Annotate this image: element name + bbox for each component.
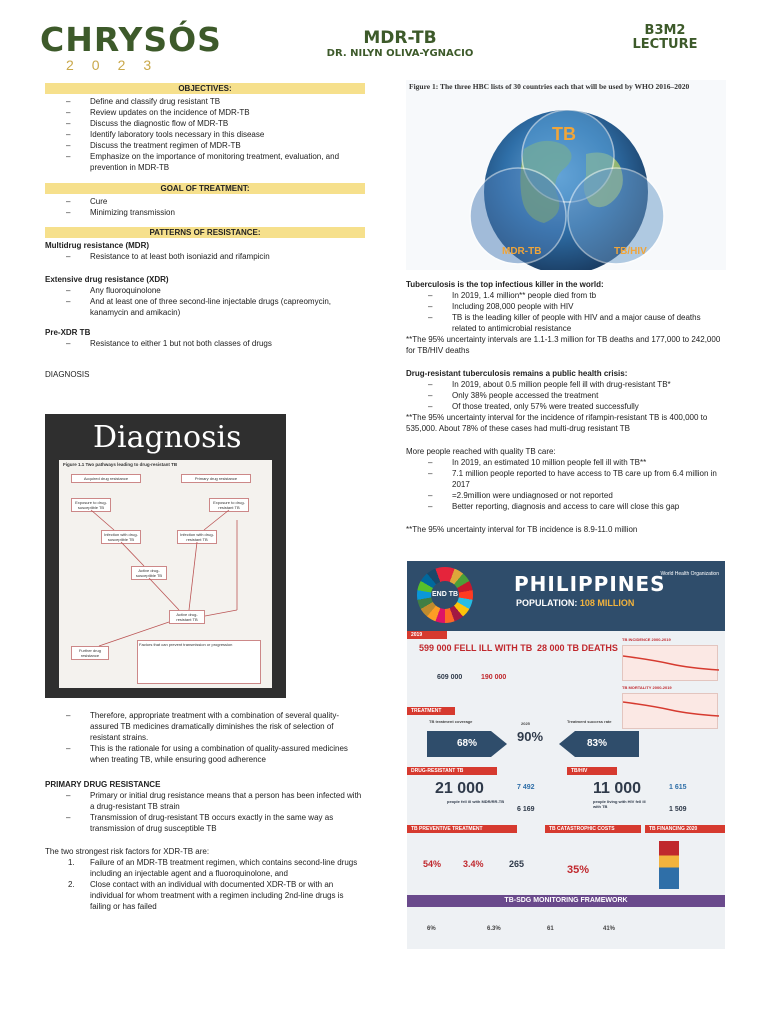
logo-word: CHRYSÓS	[40, 20, 222, 59]
box-infection-susceptible: Infection with drug-susceptible TB	[101, 530, 141, 544]
list-item: – Primary or initial drug resistance means that a person has been infected with a drug-resistant TB strain	[45, 790, 365, 812]
flowchart-arrows	[59, 460, 272, 688]
chrysos-logo	[40, 22, 222, 72]
list-item: – Therefore, appropriate treatment with a combination of several quality-assured TB medicines dramatically diminishes the risk of selection of resistant strains.	[45, 710, 365, 743]
list-item: – 7.1 million people reported to have access to TB care up from 6.4 million in 2017	[406, 468, 726, 490]
xdr-risk-intro: The two strongest risk factors for XDR-TB are:	[45, 847, 210, 856]
country-title: PHILIPPINES	[514, 572, 666, 596]
list-item: – Define and classify drug resistant TB	[45, 96, 365, 107]
label-tb: TB	[552, 124, 576, 144]
prev-b: 3.4%	[463, 859, 484, 869]
who-logo: World Health Organization	[660, 571, 719, 577]
box-exposure-resistant: Exposure to drug-resistant TB	[209, 498, 249, 512]
list-item: – Emphasize on the importance of monitoring treatment, evaluation, and prevention in MDR-TB	[45, 151, 365, 173]
box-further: Further drug resistance	[71, 646, 109, 660]
left-column-lower	[45, 710, 365, 912]
drtb-value: 21 000	[435, 780, 484, 797]
success-label: Treatment success rate	[567, 719, 612, 724]
xdr-title: Extensive drug resistance (XDR)	[45, 275, 169, 284]
diagnosis-label: DIAGNOSIS	[45, 370, 90, 379]
drtb-label: DRUG-RESISTANT TB	[407, 767, 497, 775]
list-item: – Review updates on the incidence of MDR-TB	[45, 107, 365, 118]
crisis-title: Drug-resistant tuberculosis remains a public health crisis:	[406, 369, 628, 378]
mortality-label: TB MORTALITY 2000-2019	[622, 685, 672, 690]
hbc-venn-figure	[406, 80, 726, 270]
year-label: 2019	[407, 631, 447, 639]
list-item: – In 2019, about 0.5 million people fell ill with drug-resistant TB*	[406, 379, 726, 390]
left-column	[45, 83, 365, 380]
cat-label: TB CATASTROPHIC COSTS	[545, 825, 641, 833]
list-item: – Discuss the diagnostic flow of MDR-TB	[45, 118, 365, 129]
reach-title: More people reached with quality TB care:	[406, 447, 556, 456]
prexdr-list	[45, 338, 365, 349]
philippines-infographic	[407, 561, 725, 949]
list-item: – Resistance to at least both isoniazid and rifampicin	[45, 251, 365, 262]
box-infection-resistant: Infection with drug-resistant TB	[177, 530, 217, 544]
figure-caption: Figure 1.1 Two pathways leading to drug-resistant TB	[63, 462, 178, 467]
crisis-list	[406, 379, 726, 412]
mortality-chart	[622, 693, 718, 729]
page-header	[300, 28, 500, 60]
treatment-label: TREATMENT	[407, 707, 455, 715]
list-item: – Of those treated, only 57% were treated successfully	[406, 401, 726, 412]
notified-sub: 190 000	[481, 674, 507, 681]
diagnosis-slide	[45, 414, 286, 698]
therefore-list	[45, 710, 365, 765]
prev-a: 54%	[423, 859, 442, 869]
box-active-resistant: Active drug-resistant TB	[169, 610, 205, 624]
fin-label: TB FINANCING 2020	[645, 825, 725, 833]
box-factors: Factors that can prevent transmission or progression	[137, 640, 261, 684]
box-primary: Primary drug resistance	[181, 474, 251, 483]
incidence-label: TB INCIDENCE 2000-2019	[622, 637, 671, 642]
crisis-note: **The 95% uncertainty interval for the incidence of rifampin-resistant TB is 400,000 to 535,000. About 78% of these cases had multi-drug resistant TB	[406, 413, 708, 433]
tbhiv-a: 1 615	[669, 784, 687, 791]
drtb-sub: people fell ill with MDR/RR-TB	[447, 799, 505, 804]
doc-type: LECTURE	[632, 37, 698, 52]
mdr-title: Multidrug resistance (MDR)	[45, 241, 150, 250]
diagnosis-flowchart	[59, 460, 272, 688]
objectives-heading: OBJECTIVES:	[45, 83, 365, 94]
label-tbhiv: TB/HIV	[614, 246, 647, 257]
sdg-b: 6.3%	[487, 926, 501, 932]
tbhiv-sub: people living with HIV fell ill with TB	[593, 799, 646, 809]
goal-list	[45, 196, 365, 218]
list-item: – Only 38% people accessed the treatment	[406, 390, 726, 401]
cat-value: 35%	[567, 864, 590, 876]
list-item: – And at least one of three second-line injectable drugs (capreomycin, kanamycin and amikacin)	[45, 296, 365, 318]
killer-title: Tuberculosis is the top infectious killer in the world:	[406, 280, 604, 289]
box-active-susceptible: Active drug-susceptible TB	[131, 566, 167, 580]
venn-diagram	[406, 94, 726, 270]
list-item: – Discuss the treatment regimen of MDR-TB	[45, 140, 365, 151]
tbhiv-label: TB/HIV	[567, 767, 617, 775]
list-item: – TB is the leading killer of people with HIV and a major cause of deaths related to antimicrobial resistance	[406, 312, 726, 334]
infographic-header	[407, 561, 725, 631]
list-item: 1. Failure of an MDR-TB treatment regimen, which contains second-line drugs including an injectable agent and a fluoroquinolone, and	[68, 858, 358, 878]
logo-year: 2023	[66, 57, 170, 73]
prexdr-title: Pre-XDR TB	[45, 328, 91, 337]
list-item: – Minimizing transmission	[45, 207, 365, 218]
slide-title: Diagnosis	[93, 420, 242, 455]
population: POPULATION: 108 MILLION	[516, 598, 635, 608]
deaths-stat: 28 000 TB DEATHS	[537, 643, 618, 653]
objectives-list	[45, 96, 365, 173]
tbhiv-value: 11 000	[593, 780, 642, 797]
xdr-list	[45, 285, 365, 318]
list-item: – This is the rationale for using a combination of quality-assured medicines when treating TB, while ensuring good adherence	[45, 743, 365, 765]
patterns-heading: PATTERNS OF RESISTANCE:	[45, 227, 365, 238]
sdg-heading: TB-SDG MONITORING FRAMEWORK	[407, 895, 725, 907]
box-exposure-susceptible: Exposure to drug-susceptible TB	[71, 498, 111, 512]
course-tag	[620, 24, 710, 52]
primary-resistance-list	[45, 790, 365, 834]
list-item: – Resistance to either 1 but not both classes of drugs	[45, 338, 365, 349]
box-acquired: Acquired drug resistance	[71, 474, 141, 483]
tbhiv-b: 1 509	[669, 806, 687, 813]
list-item: – In 2019, 1.4 million** people died from tb	[406, 290, 726, 301]
reach-note: **The 95% uncertainty interval for TB incidence is 8.9-11.0 million	[406, 525, 638, 534]
killer-note: **The 95% uncertainty intervals are 1.1-1.3 million for TB deaths and 177,000 to 242,000 for TB/HIV deaths	[406, 335, 721, 355]
list-item: – Cure	[45, 196, 365, 207]
target-year: 2025	[521, 721, 530, 726]
target-value: 90%	[517, 729, 544, 744]
list-item: – Including 208,000 people with HIV	[406, 301, 726, 312]
sdg-a: 6%	[427, 926, 436, 932]
incidence-chart	[622, 645, 718, 681]
endtb-logo: END TB	[417, 567, 473, 623]
list-item: – Transmission of drug-resistant TB occurs exactly in the same way as transmission of drug susceptible TB	[45, 812, 365, 834]
primary-resistance-title: PRIMARY DRUG RESISTANCE	[45, 780, 161, 789]
author: DR. NILYN OLIVA-YGNACIO	[326, 48, 474, 59]
list-item: 2. Close contact with an individual with documented XDR-TB or with an individual for whom treatment with a regimen including 2nd-line drugs is failing or has failed	[68, 880, 344, 911]
fell-ill-stat: 599 000 FELL ILL WITH TB	[419, 643, 533, 653]
financing-bar	[659, 841, 679, 889]
list-item: – Identify laboratory tools necessary in this disease	[45, 129, 365, 140]
killer-list	[406, 290, 726, 334]
goal-heading: GOAL OF TREATMENT:	[45, 183, 365, 194]
page-title: MDR-TB	[363, 28, 437, 48]
drtb-started: 6 169	[517, 806, 535, 813]
reach-list	[406, 457, 726, 512]
list-item: – Better reporting, diagnosis and access to care will close this gap	[406, 501, 726, 512]
figure-caption: Figure 1: The three HBC lists of 30 countries each that will be used by WHO 2016–2020	[409, 82, 690, 91]
list-item: – =2.9million were undiagnosed or not reported	[406, 490, 726, 501]
list-item: – Any fluoroquinolone	[45, 285, 365, 296]
prev-c: 265	[509, 859, 525, 869]
fell-ill-sub: 609 000	[437, 674, 463, 681]
sdg-c: 61	[547, 926, 554, 932]
drtb-confirmed: 7 492	[517, 784, 535, 791]
success-value: 83%	[587, 738, 608, 749]
right-column	[406, 279, 726, 535]
course-code: B3M2	[644, 23, 686, 38]
prev-label: TB PREVENTIVE TREATMENT	[407, 825, 517, 833]
sdg-d: 41%	[603, 926, 616, 932]
xdr-risk-list	[45, 857, 365, 912]
list-item: – In 2019, an estimated 10 million people fell ill with TB**	[406, 457, 726, 468]
mdr-list	[45, 251, 365, 262]
coverage-value: 68%	[457, 738, 478, 749]
label-mdr: MDR-TB	[502, 246, 542, 257]
coverage-label: TB treatment coverage	[429, 719, 473, 724]
